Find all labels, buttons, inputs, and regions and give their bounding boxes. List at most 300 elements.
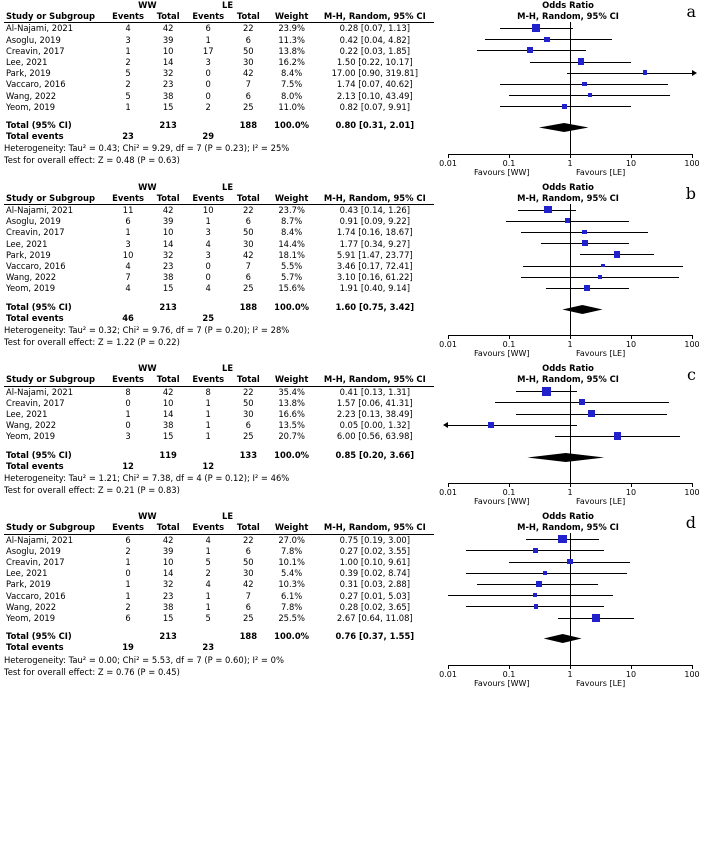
row-weight: 5.7% xyxy=(280,272,303,283)
row-events-2: 1 xyxy=(205,545,211,556)
group2-header: LE xyxy=(222,363,234,374)
table-row xyxy=(4,68,434,79)
row-events-2: 0 xyxy=(205,261,211,272)
favours-right-label: Favours [LE] xyxy=(576,678,626,688)
x-tick xyxy=(570,335,571,339)
table-row-total-events xyxy=(4,642,434,653)
x-tick-label: 1 xyxy=(567,669,573,679)
row-weight: 15.6% xyxy=(278,283,305,294)
row-events-2: 4 xyxy=(205,238,211,249)
row-total-2: 42 xyxy=(242,579,254,590)
table-row xyxy=(4,91,434,102)
row-or: 3.10 [0.16, 61.22] xyxy=(336,272,413,283)
col-weight: Weight xyxy=(268,11,316,23)
row-study: Creavin, 2017 xyxy=(6,397,65,408)
row-or: 0.91 [0.09, 9.22] xyxy=(339,216,411,227)
x-tick-label: 10 xyxy=(625,669,637,679)
col-total-2: Total xyxy=(229,522,268,534)
row-total-2: 25 xyxy=(242,101,254,112)
row-total-1: 15 xyxy=(162,613,174,624)
x-tick-label: 10 xyxy=(625,158,637,168)
row-study: Park, 2019 xyxy=(6,249,51,260)
row-study: Vaccaro, 2016 xyxy=(6,261,66,272)
row-events-1: 4 xyxy=(125,283,131,294)
row-or: 0.28 [0.02, 3.65] xyxy=(339,601,411,612)
panel-table-c xyxy=(4,363,434,507)
row-or: 5.91 [1.47, 23.77] xyxy=(336,249,413,260)
col-or: M-H, Random, 95% CI xyxy=(316,11,434,23)
row-or: 2.23 [0.13, 38.49] xyxy=(336,409,413,419)
x-tick xyxy=(448,483,449,487)
forest-plot-a xyxy=(434,0,702,178)
row-or: 0.27 [0.01, 5.03] xyxy=(339,590,411,601)
row-study: Asoglu, 2019 xyxy=(6,545,61,556)
col-events-2: Events xyxy=(188,522,229,534)
total-or: 0.76 [0.37, 1.55] xyxy=(335,631,415,642)
x-tick-label: 1 xyxy=(567,340,573,350)
table-row xyxy=(4,431,434,442)
row-events-2: 0 xyxy=(205,68,211,79)
total-n2: 188 xyxy=(239,301,258,312)
row-weight: 7.8% xyxy=(280,545,303,556)
effect-box xyxy=(534,604,538,608)
row-events-1: 1 xyxy=(125,590,131,601)
table-row xyxy=(4,579,434,590)
row-events-2: 5 xyxy=(205,613,211,624)
row-total-1: 15 xyxy=(162,283,174,294)
null-effect-line xyxy=(570,533,571,665)
col-total-2: Total xyxy=(229,193,268,205)
row-total-2: 7 xyxy=(245,79,251,90)
effect-box xyxy=(643,70,648,75)
row-events-2: 3 xyxy=(205,227,211,238)
row-total-1: 23 xyxy=(162,590,174,601)
row-total-1: 14 xyxy=(162,238,174,249)
row-total-2: 42 xyxy=(242,68,254,79)
row-or: 1.00 [0.10, 9.61] xyxy=(339,557,411,567)
row-total-1: 14 xyxy=(162,568,174,579)
row-weight: 8.4% xyxy=(280,68,303,79)
row-study: Al-Najami, 2021 xyxy=(6,534,74,545)
row-total-2: 6 xyxy=(245,90,251,101)
row-total-2: 50 xyxy=(242,227,254,238)
row-events-1: 1 xyxy=(125,101,131,112)
row-or: 6.00 [0.56, 63.98] xyxy=(336,431,413,442)
table-row-total-events xyxy=(4,313,434,324)
row-or: 0.31 [0.03, 2.88] xyxy=(339,579,411,590)
row-total-2: 25 xyxy=(242,431,254,442)
total-events-2: 23 xyxy=(202,642,215,653)
row-events-1: 3 xyxy=(125,431,131,442)
row-total-2: 7 xyxy=(245,590,251,601)
col-or: M-H, Random, 95% CI xyxy=(316,522,434,534)
summary-diamond xyxy=(434,453,702,462)
table-row xyxy=(4,35,434,46)
col-total-2: Total xyxy=(229,11,268,23)
table-row xyxy=(4,591,434,602)
overall-effect-text: Test for overall effect: Z = 0.76 (P = 0.45) xyxy=(4,666,180,677)
total-events-1: 46 xyxy=(122,312,134,323)
row-events-2: 6 xyxy=(205,23,211,34)
row-weight: 8.4% xyxy=(280,227,303,238)
total-n1: 213 xyxy=(159,301,177,312)
row-events-1: 5 xyxy=(125,90,131,101)
table-row xyxy=(4,216,434,227)
x-tick-label: 100 xyxy=(684,340,700,350)
row-events-1: 4 xyxy=(125,261,131,272)
effect-box xyxy=(584,285,590,291)
x-tick-label: 0.1 xyxy=(502,158,516,168)
total-events-label: Total events xyxy=(6,642,64,653)
summary-diamond xyxy=(434,634,702,643)
effect-box xyxy=(533,593,537,597)
table-row xyxy=(4,79,434,90)
row-events-1: 0 xyxy=(125,397,131,408)
row-events-2: 1 xyxy=(205,409,211,419)
x-tick-label: 0.1 xyxy=(502,488,516,498)
row-total-2: 7 xyxy=(245,261,251,272)
panel-letter: b xyxy=(685,183,696,203)
row-events-2: 1 xyxy=(205,420,211,431)
x-tick-label: 1 xyxy=(567,158,573,168)
row-total-1: 42 xyxy=(162,386,174,397)
row-total-1: 38 xyxy=(162,272,174,283)
null-effect-line xyxy=(570,385,571,483)
effect-box xyxy=(598,275,602,279)
row-study: Yeom, 2019 xyxy=(6,283,56,294)
row-events-1: 6 xyxy=(125,216,131,227)
row-or: 0.05 [0.00, 1.32] xyxy=(339,420,411,431)
total-or: 0.85 [0.20, 3.66] xyxy=(335,449,415,460)
row-study: Yeom, 2019 xyxy=(6,431,56,442)
effect-box xyxy=(527,47,533,53)
row-weight: 23.9% xyxy=(278,23,305,34)
table-row xyxy=(4,420,434,431)
panel-letter: a xyxy=(686,2,696,21)
x-tick xyxy=(509,665,510,669)
row-weight: 8.7% xyxy=(280,216,303,227)
total-n2: 188 xyxy=(239,120,258,131)
effect-box xyxy=(582,230,587,235)
row-weight: 16.2% xyxy=(278,57,305,68)
forest-panel-d xyxy=(4,511,716,689)
effect-box xyxy=(558,535,566,543)
row-study: Vaccaro, 2016 xyxy=(6,590,66,601)
row-total-1: 10 xyxy=(162,227,174,238)
row-events-2: 1 xyxy=(205,216,211,227)
x-tick-label: 100 xyxy=(684,488,700,498)
ci-line xyxy=(448,425,577,426)
row-total-1: 23 xyxy=(162,79,174,90)
row-study: Creavin, 2017 xyxy=(6,557,65,567)
row-total-2: 6 xyxy=(245,34,251,45)
row-study: Lee, 2021 xyxy=(6,57,48,68)
row-or: 1.77 [0.34, 9.27] xyxy=(339,238,411,249)
row-study: Lee, 2021 xyxy=(6,409,48,419)
x-tick-label: 0.1 xyxy=(502,340,516,350)
row-study: Asoglu, 2019 xyxy=(6,34,61,45)
row-total-1: 39 xyxy=(162,216,174,227)
table-row-total xyxy=(4,295,434,313)
row-events-1: 2 xyxy=(125,79,131,90)
col-total-1: Total xyxy=(149,374,188,386)
plot-title: Odds Ratio xyxy=(542,0,594,10)
row-events-2: 8 xyxy=(205,386,211,397)
forest-panel-c xyxy=(4,363,716,507)
row-weight: 11.0% xyxy=(278,101,305,112)
table-row xyxy=(4,534,434,546)
group2-header: LE xyxy=(222,181,234,192)
total-events-1: 23 xyxy=(122,131,134,142)
row-or: 1.74 [0.07, 40.62] xyxy=(336,79,413,90)
table-row xyxy=(4,46,434,57)
plot-subtitle: M-H, Random, 95% CI xyxy=(517,192,619,203)
group2-header: LE xyxy=(222,511,234,522)
x-tick xyxy=(631,665,632,669)
ci-arrow-left xyxy=(443,422,448,428)
row-study: Lee, 2021 xyxy=(6,568,48,579)
heterogeneity-text: Heterogeneity: Tau² = 0.00; Chi² = 5.53, df = 7 (P = 0.60); I² = 0% xyxy=(4,654,284,665)
effect-box xyxy=(592,614,600,622)
row-or: 2.13 [0.10, 43.49] xyxy=(336,90,413,101)
favours-right-label: Favours [LE] xyxy=(576,167,626,177)
x-tick-label: 100 xyxy=(684,669,700,679)
effect-box xyxy=(582,82,586,86)
row-weight: 23.7% xyxy=(278,205,305,215)
row-total-2: 6 xyxy=(245,545,251,556)
row-total-1: 15 xyxy=(162,101,174,112)
row-total-2: 6 xyxy=(245,216,251,227)
col-events-1: Events xyxy=(107,522,148,534)
x-tick xyxy=(631,483,632,487)
row-total-2: 30 xyxy=(242,238,254,249)
row-study: Wang, 2022 xyxy=(6,601,57,612)
row-or: 2.67 [0.64, 11.08] xyxy=(336,613,413,624)
row-or: 3.46 [0.17, 72.41] xyxy=(336,261,413,272)
table-row-total-events xyxy=(4,461,434,472)
total-label: Total (95% CI) xyxy=(6,301,72,312)
x-tick-label: 0.01 xyxy=(439,488,457,498)
row-events-1: 5 xyxy=(125,68,131,79)
row-study: Al-Najami, 2021 xyxy=(6,205,74,215)
row-study: Wang, 2022 xyxy=(6,420,57,431)
row-events-2: 3 xyxy=(205,249,211,260)
row-study: Park, 2019 xyxy=(6,579,51,590)
row-events-1: 8 xyxy=(125,386,131,397)
row-events-2: 4 xyxy=(205,579,211,590)
group1-header: WW xyxy=(138,511,157,522)
row-or: 0.28 [0.07, 1.13] xyxy=(339,23,411,34)
row-events-1: 6 xyxy=(125,613,131,624)
effect-box xyxy=(536,581,541,586)
total-events-2: 29 xyxy=(202,131,215,142)
col-weight: Weight xyxy=(268,193,316,205)
col-total-2: Total xyxy=(229,374,268,386)
panel-table-a xyxy=(4,0,434,178)
row-or: 0.27 [0.02, 3.55] xyxy=(339,545,411,556)
plot-subtitle: M-H, Random, 95% CI xyxy=(517,11,619,21)
total-label: Total (95% CI) xyxy=(6,120,72,131)
row-events-1: 11 xyxy=(122,205,134,215)
table-row-total xyxy=(4,113,434,131)
col-events-1: Events xyxy=(107,11,148,23)
row-events-2: 1 xyxy=(205,601,211,612)
effect-box xyxy=(542,387,551,396)
effect-box xyxy=(579,399,585,405)
group1-header: WW xyxy=(138,0,157,10)
row-total-2: 25 xyxy=(242,613,254,624)
forest-panel-a xyxy=(4,0,716,178)
x-tick xyxy=(509,154,510,158)
x-tick xyxy=(509,335,510,339)
total-n1: 213 xyxy=(159,631,177,642)
row-events-2: 1 xyxy=(205,34,211,45)
row-events-1: 1 xyxy=(125,45,131,56)
x-tick xyxy=(509,483,510,487)
row-events-1: 3 xyxy=(125,238,131,249)
row-weight: 13.8% xyxy=(278,397,305,408)
total-events-label: Total events xyxy=(6,312,64,323)
col-events-2: Events xyxy=(188,11,229,23)
x-tick xyxy=(570,483,571,487)
row-or: 1.91 [0.40, 9.14] xyxy=(339,283,411,294)
col-study: Study or Subgroup xyxy=(4,522,107,534)
row-weight: 8.0% xyxy=(280,90,303,101)
total-weight: 100.0% xyxy=(274,301,310,312)
row-or: 0.41 [0.13, 1.31] xyxy=(339,386,411,397)
row-weight: 6.1% xyxy=(280,590,303,601)
x-tick-label: 100 xyxy=(684,158,700,168)
row-weight: 10.3% xyxy=(278,579,305,590)
total-n1: 119 xyxy=(159,449,177,460)
row-total-1: 38 xyxy=(162,601,174,612)
row-weight: 13.5% xyxy=(278,420,305,431)
row-study: Al-Najami, 2021 xyxy=(6,23,74,34)
row-or: 1.57 [0.06, 41.31] xyxy=(336,397,413,408)
panel-letter: c xyxy=(687,365,696,385)
row-study: Creavin, 2017 xyxy=(6,45,65,56)
row-total-2: 22 xyxy=(242,205,254,215)
favours-left-label: Favours [WW] xyxy=(474,349,530,359)
effect-box xyxy=(588,410,595,417)
forest-panel-b xyxy=(4,182,716,360)
table-row xyxy=(4,568,434,579)
total-events-2: 12 xyxy=(202,460,215,471)
row-events-1: 2 xyxy=(125,601,131,612)
table-row xyxy=(4,272,434,283)
null-effect-line xyxy=(570,22,571,154)
total-events-1: 19 xyxy=(122,642,134,653)
row-study: Yeom, 2019 xyxy=(6,613,56,624)
row-study: Creavin, 2017 xyxy=(6,227,65,238)
row-weight: 10.1% xyxy=(278,557,305,567)
effect-box xyxy=(582,240,588,246)
row-total-1: 32 xyxy=(162,249,174,260)
col-total-1: Total xyxy=(149,11,188,23)
col-or: M-H, Random, 95% CI xyxy=(316,374,434,386)
row-events-1: 6 xyxy=(125,534,131,545)
row-study: Vaccaro, 2016 xyxy=(6,79,66,90)
forest-plot-b xyxy=(434,182,702,360)
table-row xyxy=(4,557,434,568)
row-total-2: 42 xyxy=(242,249,254,260)
row-total-1: 39 xyxy=(162,545,174,556)
plot-subtitle: M-H, Random, 95% CI xyxy=(517,374,619,385)
row-total-2: 22 xyxy=(242,386,254,397)
overall-effect-text: Test for overall effect: Z = 0.48 (P = 0.63) xyxy=(4,155,180,166)
row-total-1: 10 xyxy=(162,45,174,56)
row-total-2: 30 xyxy=(242,409,254,419)
group1-header: WW xyxy=(138,181,157,192)
ci-line xyxy=(466,573,627,574)
x-tick-label: 0.01 xyxy=(439,158,457,168)
row-weight: 16.6% xyxy=(278,409,305,419)
row-or: 0.75 [0.19, 3.00] xyxy=(339,534,411,545)
table-row xyxy=(4,613,434,624)
row-events-1: 1 xyxy=(125,579,131,590)
total-n2: 133 xyxy=(239,449,258,460)
total-or: 1.60 [0.75, 3.42] xyxy=(335,301,415,312)
table-row xyxy=(4,102,434,113)
group1-header: WW xyxy=(138,363,157,374)
ci-line xyxy=(448,595,613,596)
col-events-2: Events xyxy=(188,193,229,205)
col-or: M-H, Random, 95% CI xyxy=(316,193,434,205)
row-events-1: 2 xyxy=(125,545,131,556)
row-events-1: 4 xyxy=(125,23,131,34)
row-events-2: 2 xyxy=(205,101,211,112)
heterogeneity-text: Heterogeneity: Tau² = 1.21; Chi² = 7.38, df = 4 (P = 0.12); I² = 46% xyxy=(4,473,290,484)
favours-right-label: Favours [LE] xyxy=(576,349,626,359)
row-events-2: 10 xyxy=(202,205,214,215)
row-study: Wang, 2022 xyxy=(6,272,57,283)
panel-table-b xyxy=(4,182,434,360)
row-total-2: 25 xyxy=(242,283,254,294)
col-study: Study or Subgroup xyxy=(4,11,107,23)
favours-left-label: Favours [WW] xyxy=(474,678,530,688)
plot-title: Odds Ratio xyxy=(542,181,594,192)
effect-box xyxy=(601,264,605,268)
total-weight: 100.0% xyxy=(274,449,310,460)
row-or: 0.22 [0.03, 1.85] xyxy=(339,45,411,56)
x-tick-label: 10 xyxy=(625,340,637,350)
x-tick xyxy=(692,335,693,339)
effect-box xyxy=(488,422,494,428)
col-events-1: Events xyxy=(107,374,148,386)
row-study: Lee, 2021 xyxy=(6,238,48,249)
row-or: 17.00 [0.90, 319.81] xyxy=(331,68,419,79)
col-study: Study or Subgroup xyxy=(4,193,107,205)
row-events-2: 4 xyxy=(205,283,211,294)
row-weight: 13.8% xyxy=(278,45,305,56)
heterogeneity-text: Heterogeneity: Tau² = 0.43; Chi² = 9.29, df = 7 (P = 0.23); I² = 25% xyxy=(4,143,290,154)
row-events-1: 10 xyxy=(122,249,134,260)
row-study: Asoglu, 2019 xyxy=(6,216,61,227)
row-events-2: 0 xyxy=(205,79,211,90)
table-row xyxy=(4,250,434,261)
col-study: Study or Subgroup xyxy=(4,374,107,386)
x-tick xyxy=(631,154,632,158)
row-events-2: 0 xyxy=(205,90,211,101)
table-row xyxy=(4,227,434,238)
x-tick xyxy=(448,335,449,339)
forest-plot-d xyxy=(434,511,702,689)
row-total-1: 10 xyxy=(162,397,174,408)
table-row xyxy=(4,602,434,613)
row-events-2: 3 xyxy=(205,57,211,68)
table-row-total xyxy=(4,624,434,642)
total-events-1: 12 xyxy=(122,460,134,471)
